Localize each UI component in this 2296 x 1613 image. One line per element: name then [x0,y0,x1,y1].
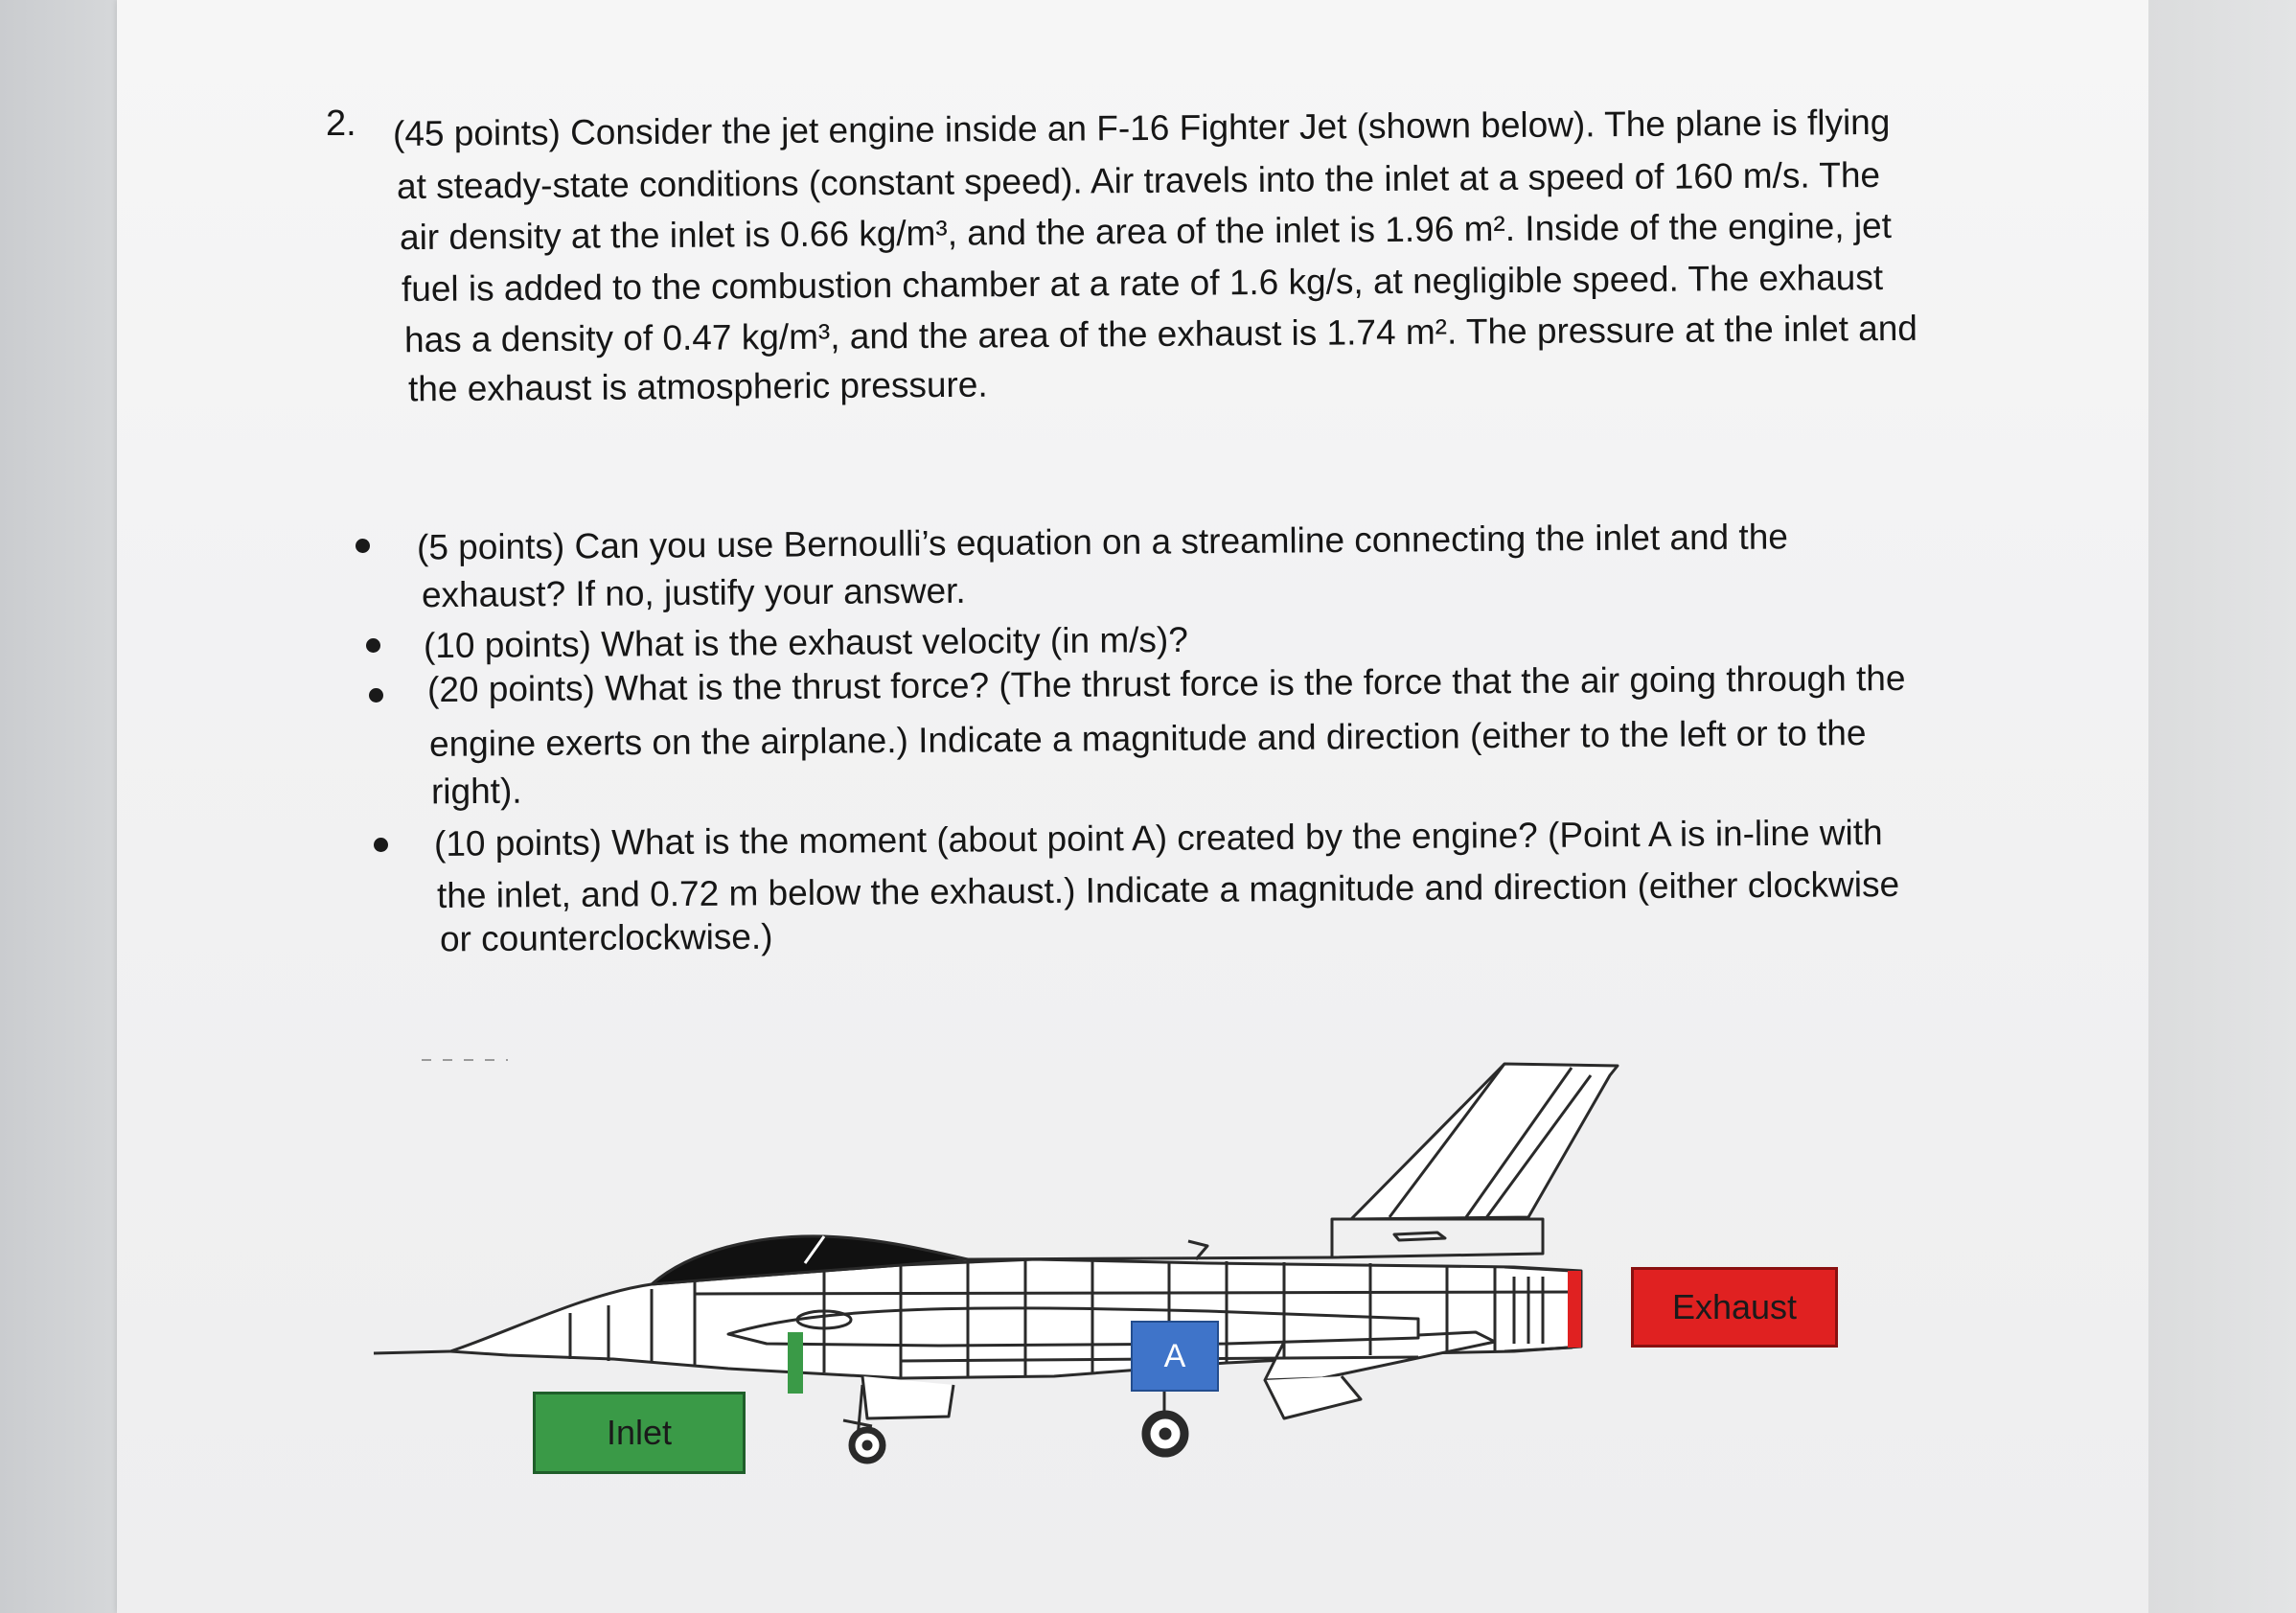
exhaust-label: Exhaust [1631,1267,1838,1348]
spine [968,1257,1332,1259]
part-line: right). [430,771,522,812]
exhaust-marker [1568,1271,1581,1348]
inlet-label: Inlet [533,1392,746,1474]
bullet-point [366,638,380,653]
part-line: or counterclockwise.) [439,916,773,959]
part-line: (5 points) Can you use Bernoulli’s equation on a streamline connecting the inlet and the [416,517,1789,567]
antenna [1188,1241,1207,1259]
ventral-fin [1265,1376,1361,1418]
part-line: (10 points) What is the moment (about point A) created by the engine? (Point A is in-line with [433,813,1883,864]
pitot-tube [374,1351,450,1353]
background-right [2148,0,2296,1613]
vertical-tail [1351,1064,1618,1219]
part-line: (20 points) What is the thrust force? (The thrust force is the force that the air going through the [426,657,1906,710]
bullet-point [356,539,370,553]
question-line: has a density of 0.47 kg/m³, and the area of the exhaust is 1.74 m². The pressure at the inlet and [403,308,1918,360]
question-number: 2. [326,104,356,144]
question-line: fuel is added to the combustion chamber at a rate of 1.6 kg/s, at negligible speed. The exhaust [401,257,1884,310]
question-line: (45 points) Consider the jet engine inside an F-16 Fighter Jet (shown below). The plane is flying [392,102,1891,154]
part-line: exhaust? If no, justify your answer. [421,570,966,615]
part-line: the inlet, and 0.72 m below the exhaust.) Indicate a magnitude and direction (either clockwise [436,864,1900,915]
point-a-label: A [1131,1321,1219,1392]
question-line: air density at the inlet is 0.66 kg/m³, and the area of the inlet is 1.96 m². Inside of the engine, jet [399,205,1893,258]
question-line: the exhaust is atmospheric pressure. [407,364,988,409]
panel-line [695,1292,1581,1294]
nose-wheel-hub [863,1441,871,1449]
bullet-point [369,688,383,703]
question-line: at steady-state conditions (constant speed). Air travels into the inlet at a speed of 160 m/s. The [396,154,1881,207]
part-line: engine exerts on the airplane.) Indicate a magnitude and direction (either to the left or to the [428,713,1867,764]
tail-detail [1394,1233,1445,1240]
bullet-point [374,838,388,852]
nose-gear-door [862,1376,953,1418]
background-left [0,0,120,1613]
part-line: (10 points) What is the exhaust velocity (in m/s)? [423,619,1189,666]
main-wheel-hub [1160,1429,1170,1439]
inlet-marker [788,1332,803,1394]
